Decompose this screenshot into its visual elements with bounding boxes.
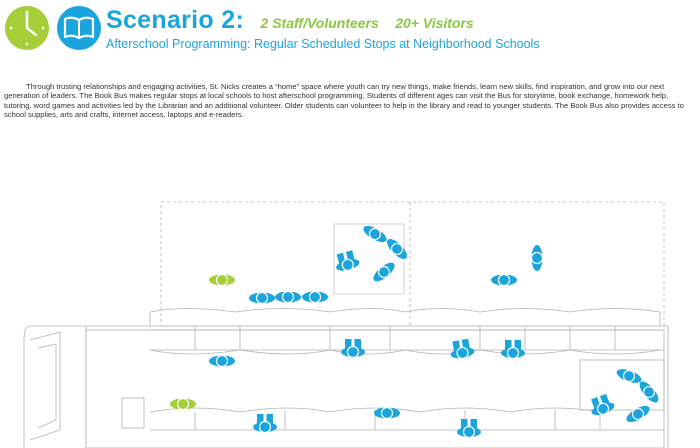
person-icon bbox=[374, 408, 400, 419]
staff-group bbox=[170, 275, 235, 410]
person-icon bbox=[501, 340, 525, 359]
person-icon bbox=[448, 338, 475, 360]
person-icon bbox=[587, 392, 616, 418]
person-icon bbox=[209, 356, 235, 367]
person-icon bbox=[457, 419, 481, 438]
canopy-area bbox=[161, 202, 664, 326]
person-icon bbox=[636, 379, 661, 406]
person-icon bbox=[532, 245, 543, 271]
scenario-subtitle: Afterschool Programming: Regular Scheduled Stops at Neighborhood Schools bbox=[106, 37, 540, 51]
person-icon bbox=[361, 223, 389, 246]
title-line bbox=[106, 6, 474, 35]
person-icon bbox=[253, 414, 277, 433]
person-icon bbox=[615, 366, 643, 385]
scenario-title: Scenario 2: bbox=[106, 6, 245, 34]
open-book-icon bbox=[56, 5, 102, 51]
person-icon bbox=[209, 275, 235, 286]
staff-count: 2 Staff/Volunteers bbox=[260, 15, 379, 31]
person-icon bbox=[341, 339, 365, 358]
header bbox=[0, 0, 700, 62]
visitor-count: 20+ Visitors bbox=[395, 15, 474, 31]
person-icon bbox=[275, 292, 301, 303]
bus-body bbox=[24, 309, 668, 448]
person-icon bbox=[384, 236, 410, 262]
bus-floor-plan bbox=[0, 190, 700, 448]
clock-icon bbox=[4, 5, 50, 51]
person-icon bbox=[371, 259, 398, 284]
person-icon bbox=[302, 292, 328, 303]
person-icon bbox=[491, 275, 517, 286]
scenario-description: Through trusting relationships and engaging activities, St. Nicks creates a “home” space where youth can try new things, make friends, learn new skills, find inspiration, and grow into our next generation of leaders. The Book Bus makes regular stops at local schools to host afterschool programming. Students of different ages can visit the Bus for storytime, book exchange, homework help, tutoring, word games and activities led by the Librarian and an additional volunteer. Older students can volunteer to help in the library and read to younger students. The Book Bus also provides access to school supplies, arts and crafts, internet access, laptops and e-readers. bbox=[4, 81, 684, 120]
person-icon bbox=[624, 403, 652, 426]
person-icon bbox=[333, 249, 361, 273]
person-icon bbox=[170, 399, 196, 410]
person-icon bbox=[249, 293, 275, 304]
